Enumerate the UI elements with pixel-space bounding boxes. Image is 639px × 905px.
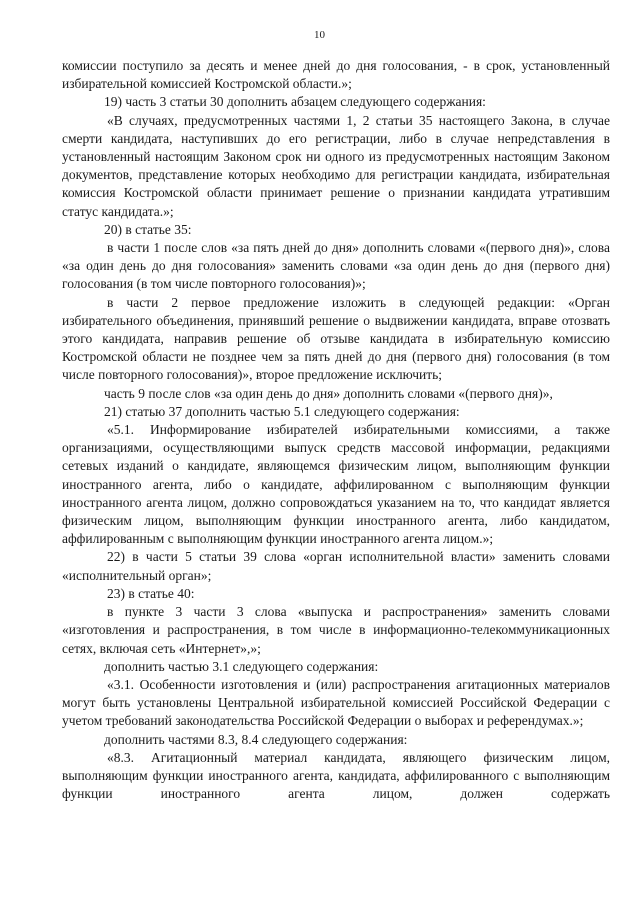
paragraph: в части 1 после слов «за пять дней до дня» дополнить словами «(первого дня)», слова «за один день до дня голосования» заменить словами «за один день до дня (первого дня) голосования (в том числе повторного голосования)»; [62, 240, 610, 292]
paragraph: часть 9 после слов «за один день до дня» дополнить словами «(первого дня)», [104, 385, 553, 401]
paragraph: 20) в статье 35: [104, 221, 192, 237]
paragraph: комиссии поступило за десять и менее дней до дня голосования, - в срок, установленный избирательной комиссией Костромской области.»; [62, 58, 610, 92]
paragraph: 23) в статье 40: [107, 585, 195, 601]
paragraph: дополнить частями 8.3, 8.4 следующего содержания: [104, 731, 408, 747]
paragraph: в части 2 первое предложение изложить в следующей редакции: «Орган избирательного объединения, принявший решение о выдвижении кандидата, вправе отозвать этого кандидата, направив решение об отзыве кандидата в избирательную комиссию Костромской области не позднее чем за пять дней до дня (первого дня) голосования (в том числе повторного голосования)», второе предложение исключить; [62, 294, 610, 383]
paragraph: 21) статью 37 дополнить частью 5.1 следующего содержания: [104, 403, 460, 419]
paragraph: в пункте 3 части 3 слова «выпуска и распространения» заменить словами «изготовления и распространения, в том числе в информационно-телекоммуникационных сетях, включая сеть «Интернет»,»; [62, 604, 610, 656]
paragraph: 19) часть 3 статьи 30 дополнить абзацем следующего содержания: [104, 94, 486, 110]
document-body [62, 57, 610, 803]
paragraph: дополнить частью 3.1 следующего содержания: [104, 658, 379, 674]
paragraph: «5.1. Информирование избирателей избирательными комиссиями, а также организациями, осуществляющими выпуск средств массовой информации, редакциями сетевых изданий о кандидате, являющемся физическим лицом, выполняющим функции иностранного агента, либо о кандидате, аффилированном с выполняющим функции иностранного агента лицом, должно сопровождаться указанием на то, что кандидат является физическим лицом, выполняющим функции иностранного агента, либо кандидатом, аффилированным с выполняющим функции иностранного агента лицом.»; [62, 422, 610, 547]
paragraph: «В случаях, предусмотренных частями 1, 2 статьи 35 настоящего Закона, в случае смерти кандидата, наступивших до его регистрации, либо в случае непредставления в установленный настоящим Законом срок ни одного из предусмотренных настоящим Законом документов, представление которых необходимо для регистрации кандидата, избирательная комиссия Костромской области принимает решение о признании кандидата утратившим статус кандидата.»; [62, 112, 610, 219]
page-number: 10 [314, 29, 325, 41]
paragraph: «3.1. Особенности изготовления и (или) распространения агитационных материалов могут быть установлены Центральной избирательной комиссией Российской Федерации с учетом требований законодательства Российской Федерации о выборах и референдумах.»; [62, 676, 610, 729]
paragraph: «8.3. Агитационный материал кандидата, являющего физическим лицом, выполняющим функции иностранного агента, кандидата, аффилированного с выполняющим функции иностранного агента лицом, должен содержать [62, 749, 610, 802]
paragraph: 22) в части 5 статьи 39 слова «орган исполнительной власти» заменить словами «исполнительный орган»; [62, 549, 610, 583]
